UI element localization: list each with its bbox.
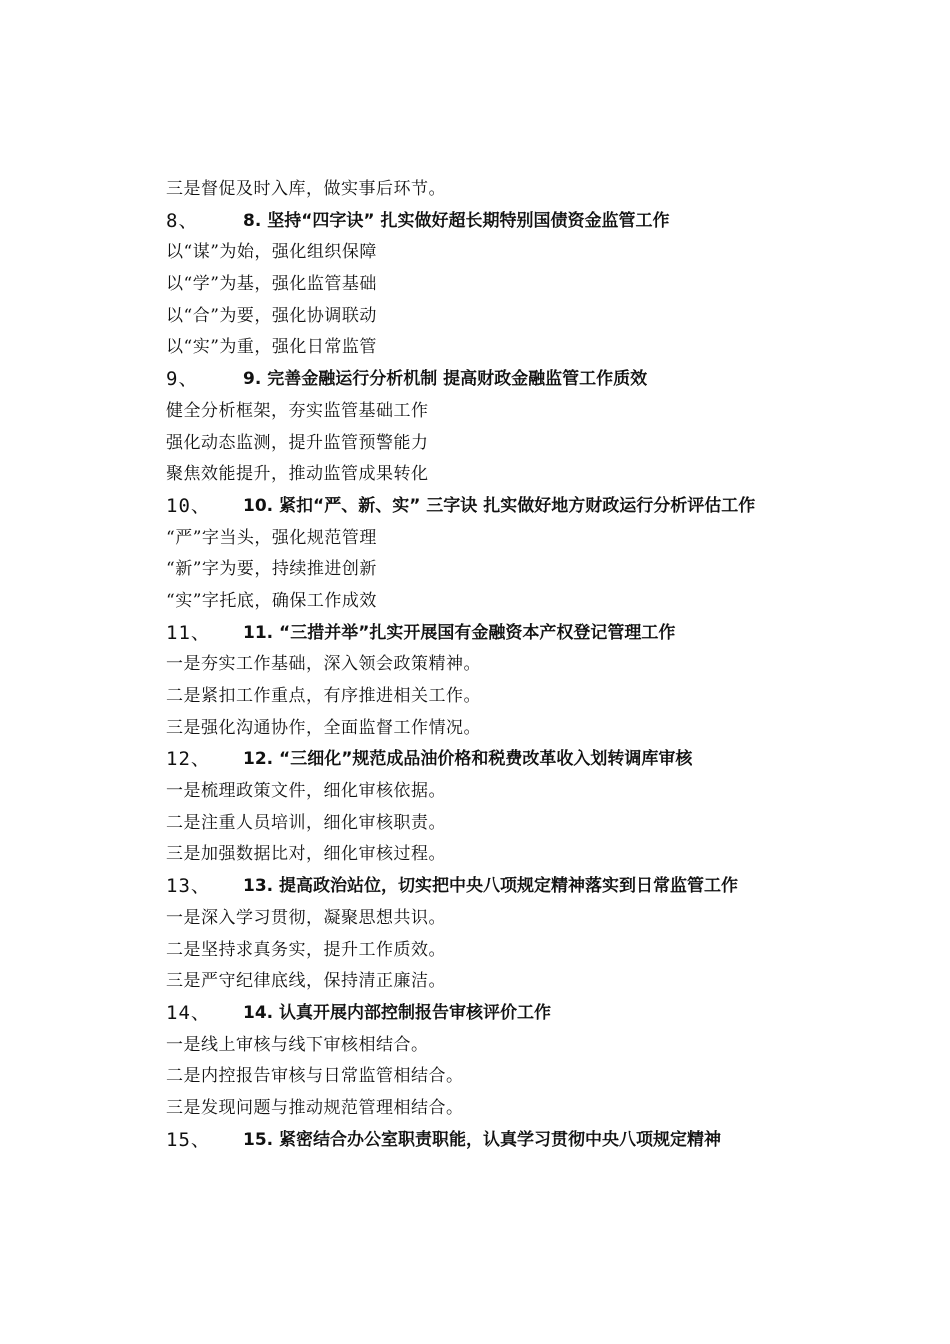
section-number: 10、 <box>166 494 211 517</box>
section-heading <box>166 1125 866 1157</box>
section-title: 12. “三细化”规范成品油价格和税费改革收入划转调库审核 <box>243 749 693 770</box>
section-title: 9. 完善金融运行分析机制 提高财政金融监管工作质效 <box>243 369 648 390</box>
section-title: 15. 紧密结合办公室职责职能，认真学习贯彻中央八项规定精神 <box>243 1129 722 1150</box>
paragraph-line: “严”字当头，强化规范管理 <box>166 527 377 548</box>
section-number: 11、 <box>166 621 211 644</box>
section-number: 8、 <box>166 209 199 232</box>
paragraph-line: 三是督促及时入库，做实事后环节。 <box>166 179 446 199</box>
paragraph-line: “实”字托底，确保工作成效 <box>166 590 377 611</box>
section-number: 9、 <box>166 368 199 391</box>
section-number: 12、 <box>166 748 211 771</box>
section-number: 15、 <box>166 1128 211 1151</box>
paragraph-line: 二是紧扣工作重点，有序推进相关工作。 <box>166 686 481 706</box>
document-body <box>166 174 866 1156</box>
section-title: 13. 提高政治站位，切实把中央八项规定精神落实到日常监管工作 <box>243 876 739 897</box>
paragraph-line: 聚焦效能提升，推动监管成果转化 <box>166 464 429 485</box>
paragraph-line: 三是严守纪律底线，保持清正廉洁。 <box>166 971 446 992</box>
paragraph-line: 二是坚持求真务实，提升工作质效。 <box>166 939 446 960</box>
section-heading <box>166 744 866 776</box>
paragraph-line: 以“实”为重，强化日常监管 <box>166 337 377 358</box>
section-heading <box>166 998 866 1030</box>
section-title: 14. 认真开展内部控制报告审核评价工作 <box>243 1002 552 1023</box>
paragraph-line: 以“学”为基，强化监管基础 <box>166 274 377 295</box>
paragraph-line: 以“合”为要，强化协调联动 <box>166 305 377 326</box>
paragraph-line: 一是夯实工作基础，深入领会政策精神。 <box>166 654 481 675</box>
section-heading <box>166 871 866 903</box>
section-heading <box>166 206 866 238</box>
paragraph-line: 二是注重人员培训，细化审核职责。 <box>166 812 446 833</box>
section-number: 13、 <box>166 875 211 898</box>
paragraph-line: 一是深入学习贯彻，凝聚思想共识。 <box>166 907 446 928</box>
section-title: 8. 坚持“四字诀” 扎实做好超长期特别国债资金监管工作 <box>243 210 670 231</box>
paragraph-line: 三是发现问题与推动规范管理相结合。 <box>166 1097 464 1118</box>
section-title: 10. 紧扣“严、新、实” 三字诀 扎实做好地方财政运行分析评估工作 <box>243 495 756 516</box>
paragraph-line: 三是加强数据比对，细化审核过程。 <box>166 844 446 865</box>
section-number: 14、 <box>166 1001 211 1024</box>
section-title: 11. “三措并举”扎实开展国有金融资本产权登记管理工作 <box>243 622 676 643</box>
section-heading <box>166 491 866 523</box>
paragraph-line: 以“谋”为始，强化组织保障 <box>166 242 377 263</box>
paragraph-line: “新”字为要，持续推进创新 <box>166 559 377 580</box>
paragraph-line: 二是内控报告审核与日常监管相结合。 <box>166 1066 464 1087</box>
paragraph-line: 强化动态监测，提升监管预警能力 <box>166 432 429 453</box>
paragraph-line: 三是强化沟通协作，全面监督工作情况。 <box>166 717 481 738</box>
section-heading <box>166 364 866 396</box>
paragraph-line: 一是线上审核与线下审核相结合。 <box>166 1034 429 1055</box>
paragraph-line: 一是梳理政策文件，细化审核依据。 <box>166 781 446 802</box>
section-heading <box>166 618 866 650</box>
paragraph-line: 健全分析框架，夯实监管基础工作 <box>166 400 429 421</box>
